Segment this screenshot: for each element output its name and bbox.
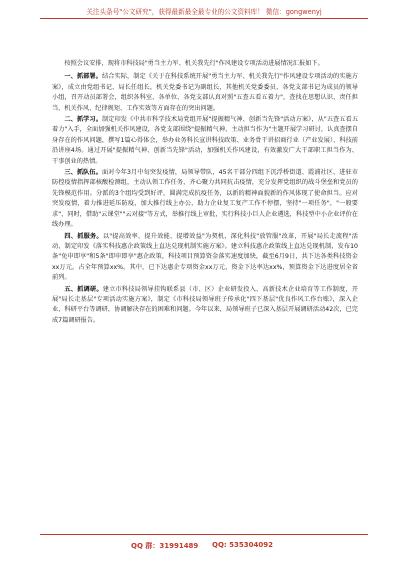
footer-divider: [40, 534, 368, 535]
qq-number-label: QQ: 535304092: [212, 541, 273, 549]
section-body-1: 结合实际，制定《关于在科技系统开展"勇当主力军、机关我先行"作风建设专项活动的实施方案》，成立由党组书记、局长任组长，机关党委书记为副组长，其他机关党委委员、各党支部书记为成员的领导小组，召开动员部署会，组织各科室、各单位、各党支部认真对照"五查五看五着力"，查找在思想认识、责任担当、机关作风、纪律规矩、工作实效等方面存在的突出问题。: [52, 73, 358, 112]
section-body-2: 制定印发《中共市科学技术局党组开展"提振精气神、创新当先锋"活动方案》，从"五查五看五着力"入手，全面加强机关作风建设，各党支部围绕"提振精气神、主动担当作为"主题开展学习研讨，认真查摆自身存在的作风问题，撰写1篇心得体会，举办业务科长宣讲科技政策、业务骨干讲招商行业（产业发展）、科技前沿讲座4场。通过开展"提振精气神、创新当先锋"活动，加强机关作风建设，有效激发广大干部职工担当作为、干事创业的热情。: [52, 116, 359, 165]
qq-group-label: QQ 群：31991489: [131, 542, 199, 550]
section-heading-1: 一、抓部署。: [64, 73, 102, 81]
section-body-4: 以"提高效率、提升效能、提增效益"为契机，深化科技"放管服"改革，开展"局长走流程"活动，制定印发《落实科技惠企政策线上直达兑现机制实施方案》。建立科技惠企政策线上直达兑现机制，发布10条"免申即享"和5条"即申即享"惠企政策，科技项目预算资金落实速度加快，截至6月9日，共下达各类科技资金xx万元，占全年预算xx%。其中，已下达惠企专项资金xx万元，资金下达率达xx%，预算资金下达进度居全省前列。: [52, 232, 358, 282]
section-body-5: 建立市科技局领导挂钩联系县（市、区）企业研发投入、高新技术企业培育等工作制度，开展"局长走基层"专项活动实施方案》，制定《市科技局领导班子传承化"四下基层"优良作风工作台账》，深入企业、科研平台等调研，协调解决存在的困难和问题。今年以来，局领导班子已深入基层开展调研活动42次，已完成7篇调研报告。: [52, 285, 359, 324]
section-paragraph-1: [52, 72, 358, 114]
section-paragraph-5: [52, 285, 358, 327]
watermark-header: 关注头条号"公文研究"，获得最新最全最专业的公文资料库！ 微信：gongwenyj: [86, 8, 322, 16]
section-paragraph-3: [52, 168, 358, 230]
header-divider: [40, 18, 368, 19]
section-paragraph-2: [52, 115, 358, 167]
section-heading-3: 三、抓队伍。: [64, 169, 102, 177]
section-paragraph-4: [52, 232, 358, 284]
section-heading-2: 二、抓学习。: [64, 116, 102, 124]
section-body-3: 面对今年3月中旬突发疫情，局领导带队，45名干部分四组下沉浮桥街道、霞浦社区、进驻市防控疫情指挥部核酸检测组，主动认领工作任务，齐心聚力共同抗击疫情，充分发挥党组织的战斗堡垒和党员的先锋模范作用。分派的3个组均受到好评，圆满完成抗疫任务，以新的精神面貌新的作风体现了使命担当。应对突发疫情，着力推进延压防疫，加大推行线上办公，助力企业复工复产工作不停摆，坚持"一项任务"，"一般要求"，同时，借助"云课堂""云对接"等方式，举推行线上审批，实行科技小巨人企业遴选，科技型中小企业评价在线办理。: [52, 169, 359, 229]
contact-footer: [0, 541, 408, 553]
intro-paragraph: 按照会议安排，现将市科技局"勇当主力军、机关我先行"作风建设专项活动进展情况汇报如下。: [64, 60, 324, 67]
section-heading-5: 五、抓调研。: [64, 285, 103, 293]
document-body: [52, 59, 358, 327]
section-heading-4: 四、抓服务。: [64, 232, 103, 240]
